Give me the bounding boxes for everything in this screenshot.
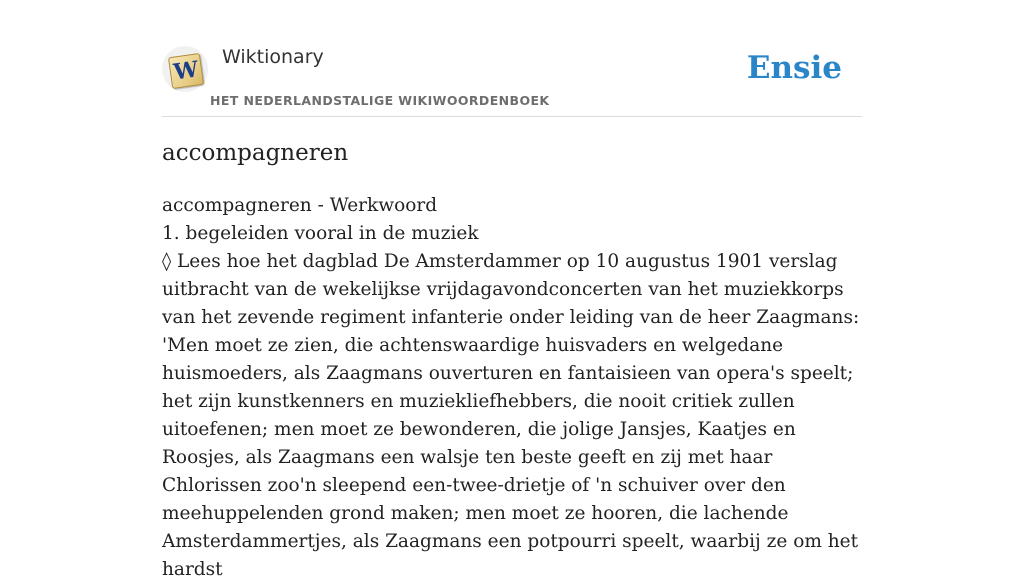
site-header [162,40,862,117]
definition: 1. begeleiden vooral in de muziek [162,223,479,244]
site-name: Wiktionary [222,46,324,68]
example-text: ◊ Lees hoe het dagblad De Amsterdammer op 10 augustus 1901 verslag uitbracht van de wekelijkse vrijdagavondconcerten van het muziekkorps van het zevende regiment infanterie onder leiding van de heer Zaagmans: 'Men moet ze zien, die achtenswaardige huisvaders en welgedane huismoeders, als Zaagmans ouverturen en fantaisieen van opera's speelt; het zijn kunstkenners en muziekliefhebbers, die nooit critiek zullen uitoefenen; men moet ze bewonderen, die jolige Jansjes, Kaatjes en Roosjes, als Zaagmans een walsje ten beste geeft en zij met haar Chlorissen zoo'n sleepend een-twee-drietje of 'n schuiver over den meehuppelenden grond maken; men moet ze hooren, die lachende Amsterdammertjes, als Zaagmans een potpourri speelt, waarbij ze om het hardst [162,251,860,580]
logo-letter: W [171,56,201,86]
part-of-speech-line: accompagneren - Werkwoord [162,195,438,216]
wiktionary-logo[interactable] [162,46,208,92]
page-title: accompagneren [162,140,349,166]
wiktionary-logo-icon [168,53,204,89]
ensie-brand-link[interactable]: Ensie [746,50,842,86]
entry-content [162,192,868,584]
site-tagline: HET NEDERLANDSTALIGE WIKIWOORDENBOEK [210,93,550,108]
